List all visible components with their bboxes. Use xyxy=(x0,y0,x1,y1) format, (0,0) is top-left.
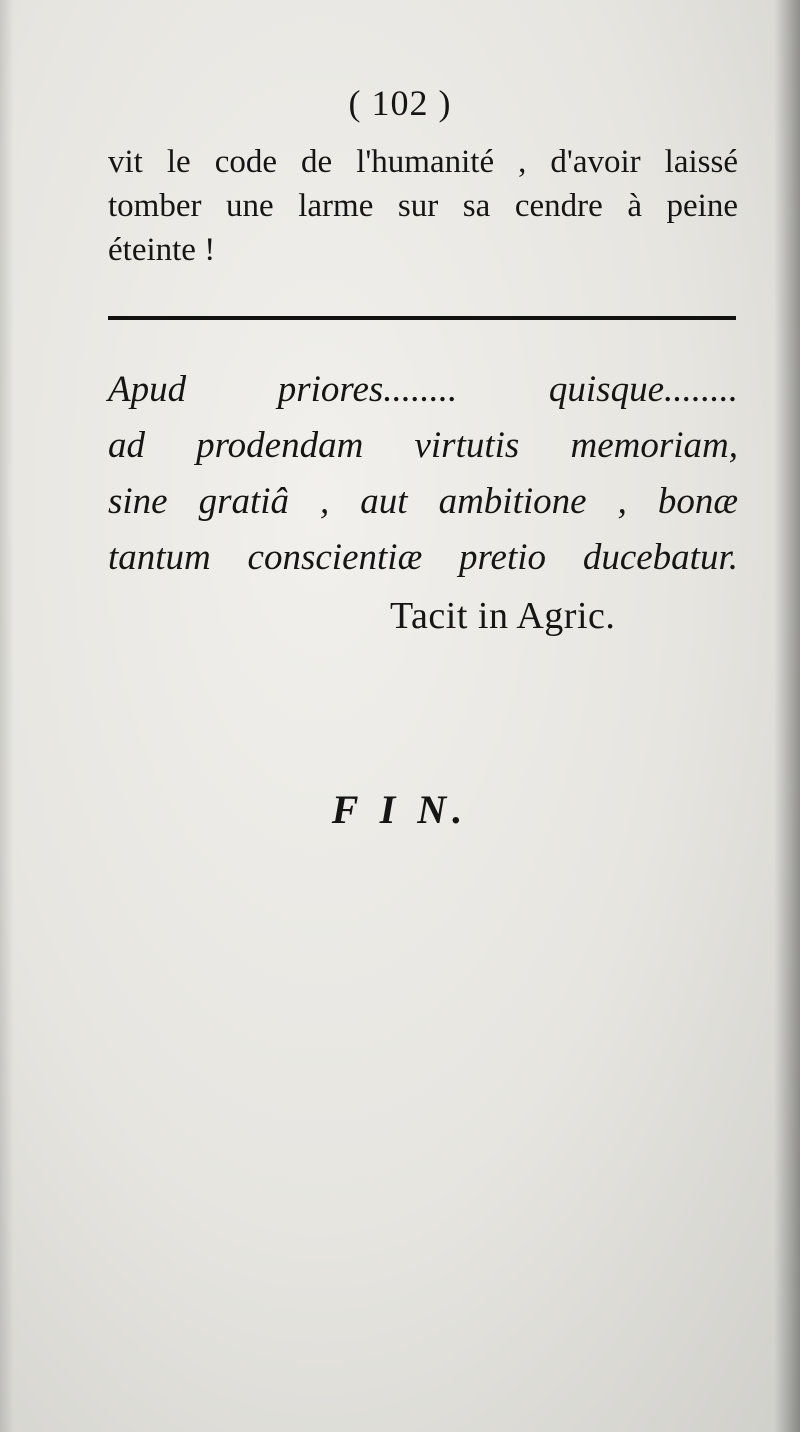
page-edge-shadow xyxy=(774,0,800,1432)
epigraph-line: Apud priores........ quisque........ xyxy=(108,369,738,410)
body-line: éteinte ! xyxy=(108,232,216,268)
latin-epigraph xyxy=(108,362,738,586)
body-line: vit le code de l'humanité , d'avoir laissé xyxy=(108,144,738,180)
closing-fin: F I N. xyxy=(331,787,469,832)
page-gutter-shadow xyxy=(0,0,14,1432)
page-number: ( 102 ) xyxy=(348,83,452,123)
epigraph-attribution: Tacit in Agric. xyxy=(390,595,616,637)
epigraph-line: sine gratiâ , aut ambitione , bonæ xyxy=(108,481,738,522)
epigraph-line: ad prodendam virtutis memoriam, xyxy=(108,425,738,466)
body-paragraph xyxy=(108,140,738,272)
section-divider xyxy=(108,316,736,320)
body-line: tomber une larme sur sa cendre à peine xyxy=(108,188,738,224)
epigraph-line: tantum conscientiæ pretio ducebatur. xyxy=(108,537,738,578)
